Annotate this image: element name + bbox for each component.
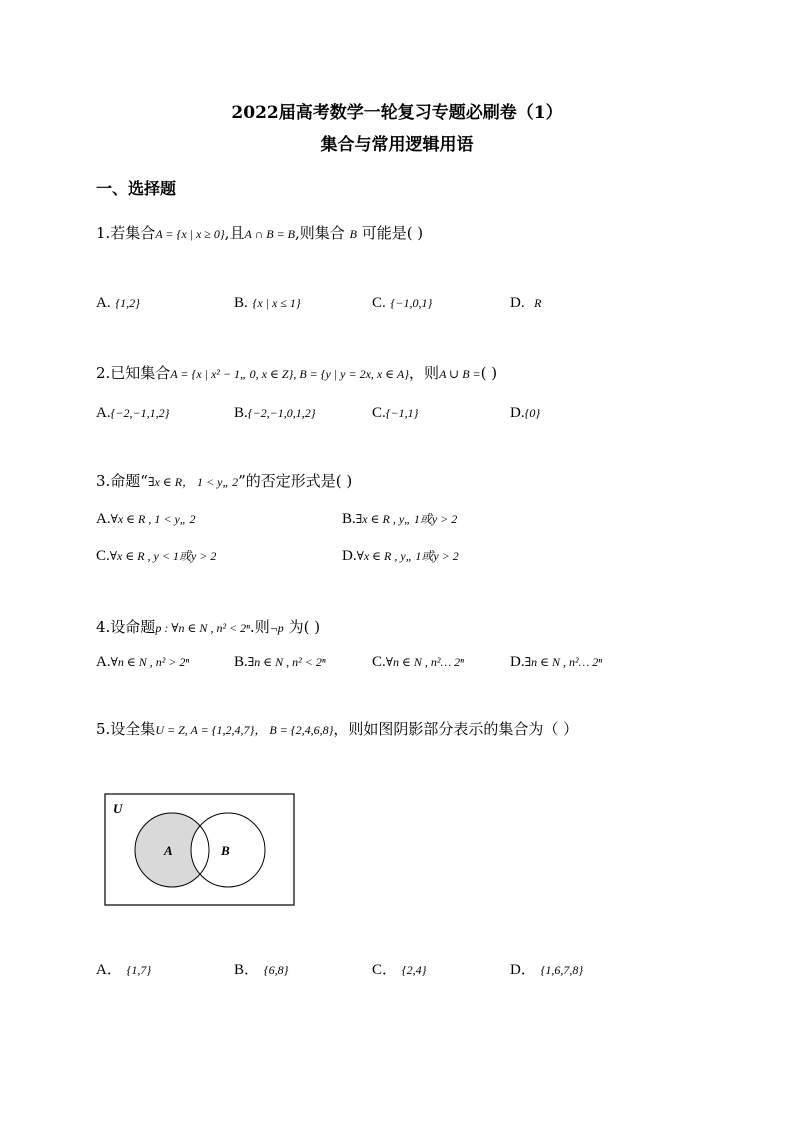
option-label: D． <box>510 962 536 978</box>
q2-option-b[interactable] <box>234 403 316 422</box>
option-label: A. <box>96 295 111 311</box>
option-value: {−1,1} <box>385 406 419 420</box>
question-2-prefix: 2.已知集合 <box>96 364 171 382</box>
option-value: {1,6,7,8} <box>540 963 584 977</box>
option-value: {1,7} <box>126 963 152 977</box>
q5-option-d[interactable] <box>510 958 583 979</box>
q4-option-d[interactable] <box>510 652 602 671</box>
q1-option-a[interactable] <box>96 293 140 312</box>
question-2 <box>96 362 497 383</box>
option-label: C． <box>372 962 398 978</box>
question-4-mid: .则 <box>249 618 270 636</box>
option-value: R <box>534 296 542 310</box>
option-label: D. <box>510 654 525 670</box>
question-5-suffix: ，则如图阴影部分表示的集合为（ ） <box>333 720 579 738</box>
option-label: A. <box>96 405 111 421</box>
option-label: B. <box>234 295 248 311</box>
q3-option-d[interactable] <box>342 546 459 565</box>
question-2-sets: A = {x | x² − 1„ 0, x ∈ Z}, B = {y | y = 2x, x ∈ A} <box>170 367 410 381</box>
option-value: ∀n ∈ N , n² > 2ⁿ <box>110 655 190 669</box>
q3-option-b[interactable] <box>342 509 457 528</box>
option-value: ∀x ∈ R , 1 < y„ 2 <box>110 512 196 526</box>
q5-option-b[interactable] <box>234 958 288 979</box>
option-label: C. <box>372 654 386 670</box>
q1-option-c[interactable] <box>372 293 432 312</box>
q2-option-c[interactable] <box>372 403 418 422</box>
question-4-prefix: 4.设命题 <box>96 618 156 636</box>
q4-option-b[interactable] <box>234 652 326 671</box>
option-value: {6,8} <box>263 963 289 977</box>
option-label: D. <box>510 295 525 311</box>
option-label: C. <box>372 405 386 421</box>
question-3-expr: ∃x ∈ R， 1 < y„ 2 <box>147 475 239 489</box>
question-1-condition: A ∩ B = B <box>244 227 295 241</box>
question-2-expr: A ∪ B = <box>439 367 481 381</box>
option-value: ∀x ∈ R , y < 1或y > 2 <box>109 549 217 563</box>
question-3 <box>96 470 352 491</box>
option-value: ∀x ∈ R , y„ 1或y > 2 <box>356 549 459 563</box>
question-1-var-b: B <box>349 227 357 241</box>
option-label: B. <box>234 654 248 670</box>
option-value: ∃x ∈ R , y„ 1或y > 2 <box>355 512 458 526</box>
option-label: B. <box>342 511 356 527</box>
question-1-suffix-pre: ,则集合 <box>295 224 345 242</box>
option-label: C. <box>96 548 110 564</box>
option-label: D. <box>510 405 525 421</box>
question-1-set-a: A = {x | x ≥ 0} <box>155 227 225 241</box>
paper-subtitle: 集合与常用逻辑用语 <box>320 135 474 155</box>
q4-option-a[interactable] <box>96 652 189 671</box>
option-value: {−1,0,1} <box>390 296 433 310</box>
universe-label: U <box>113 801 123 816</box>
question-5 <box>96 718 578 739</box>
question-1-mid: ,且 <box>224 224 245 242</box>
option-value: {2,4} <box>401 963 427 977</box>
question-4-neg: ¬p <box>269 621 284 635</box>
q4-option-c[interactable] <box>372 652 464 671</box>
option-label: C. <box>372 295 386 311</box>
venn-diagram <box>104 793 296 907</box>
question-4 <box>96 616 320 637</box>
option-value: {−2,−1,1,2} <box>110 406 170 420</box>
option-value: ∃n ∈ N , n²… 2ⁿ <box>524 655 603 669</box>
q1-option-d[interactable] <box>510 293 541 312</box>
question-3-prefix: 3.命题“ <box>96 472 148 490</box>
set-b-label: B <box>221 843 230 858</box>
option-label: A. <box>96 511 111 527</box>
option-label: A. <box>96 654 111 670</box>
question-5-sets: U = Z, A = {1,2,4,7}， B = {2,4,6,8} <box>155 723 334 737</box>
option-label: A． <box>96 962 122 978</box>
q5-option-a[interactable] <box>96 958 151 979</box>
option-value: ∃n ∈ N , n² < 2ⁿ <box>247 655 326 669</box>
q1-option-b[interactable] <box>234 293 301 312</box>
q5-option-c[interactable] <box>372 958 426 979</box>
option-value: {x | x ≤ 1} <box>252 296 301 310</box>
option-label: D. <box>342 548 357 564</box>
set-a-label: A <box>164 843 173 858</box>
option-value: ∀n ∈ N , n²… 2ⁿ <box>385 655 464 669</box>
question-2-mid: ，则 <box>409 364 440 382</box>
paper-title: 2022届高考数学一轮复习专题必刷卷（1） <box>231 103 563 123</box>
q2-option-d[interactable] <box>510 403 540 422</box>
q3-option-a[interactable] <box>96 509 195 528</box>
option-label: B. <box>234 405 248 421</box>
question-1-suffix: 可能是( ) <box>361 224 424 242</box>
question-4-expr: p : ∀n ∈ N , n² < 2ⁿ <box>155 621 250 635</box>
question-3-suffix: ”的否定形式是( ) <box>238 472 353 490</box>
option-value: {−2,−1,0,1,2} <box>247 406 316 420</box>
q2-option-a[interactable] <box>96 403 169 422</box>
question-1 <box>96 222 423 243</box>
section-heading: 一、选择题 <box>96 179 177 198</box>
question-1-prefix: 1.若集合 <box>96 224 156 242</box>
option-value: {1,2} <box>115 296 140 310</box>
question-5-prefix: 5.设全集 <box>96 720 156 738</box>
option-label: B． <box>234 962 260 978</box>
question-4-suffix: 为( ) <box>288 618 321 636</box>
option-value: {0} <box>524 406 541 420</box>
question-2-suffix: ( ) <box>480 364 498 382</box>
q3-option-c[interactable] <box>96 546 216 565</box>
